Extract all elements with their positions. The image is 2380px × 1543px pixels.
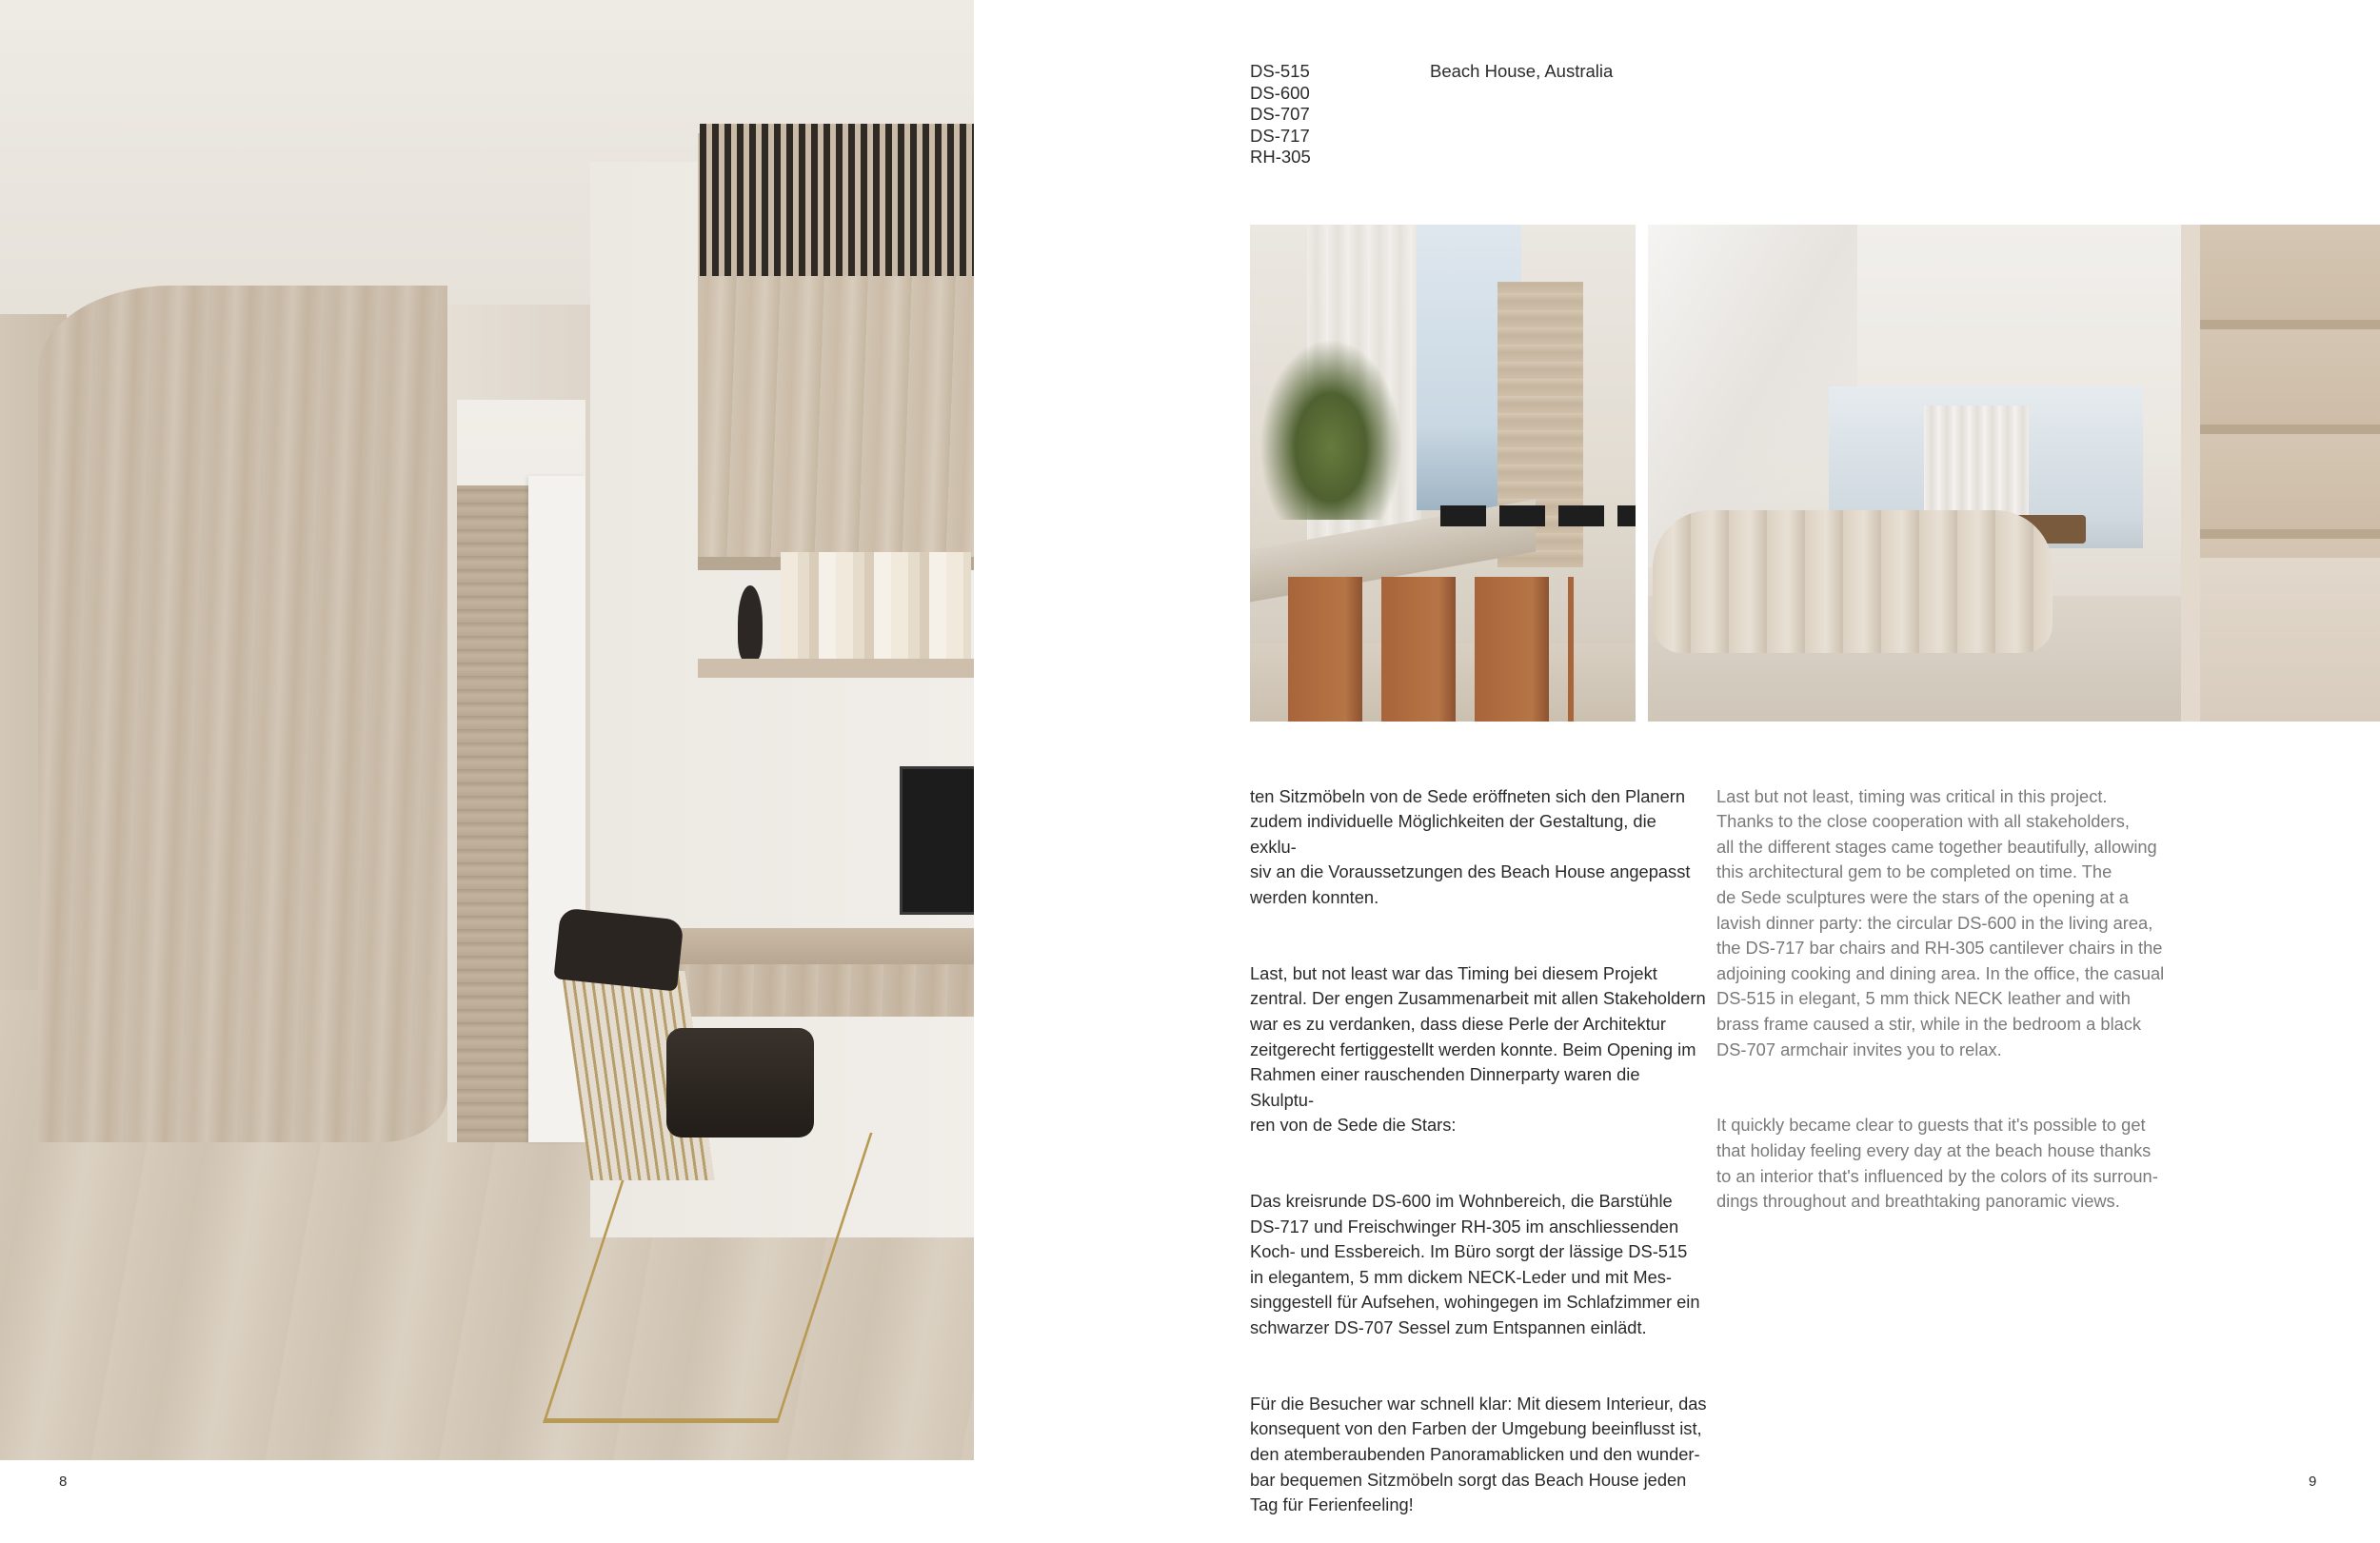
project-location: Beach House, Australia [1430, 61, 1614, 81]
photo-travertine-wall [457, 485, 533, 1142]
photo-sculpture [738, 585, 763, 662]
page-number-left: 8 [59, 1474, 68, 1490]
german-paragraph: Für die Besucher war schnell klar: Mit diesem Interieur, das konsequent von den Farben der Umgebung beeinflusst ist, den atemberaubenden Panoramablicken und den wunder- bar bequemen Sitzmöbeln sorgt das Beach House jeden Tag für Ferienfeeling! [1250, 1393, 1707, 1515]
dining-area-photo [1250, 225, 1636, 722]
photo-chair-back [553, 907, 684, 991]
photo-bar-stools [1440, 505, 1636, 526]
model-list [1250, 61, 1311, 168]
german-paragraph: ten Sitzmöbeln von de Sede eröffneten sich den Planern zudem individuelle Möglichkeiten der Gestaltung, die exklu- siv an die Voraussetzungen des Beach House angepasst werden konnten. [1250, 785, 1691, 907]
english-paragraph: It quickly became clear to guests that it's possible to get that holiday feeling every day at the beach house thanks to an interior that's influenced by the colors of its surroun- dings throughout and breathtaking panoramic views. [1716, 1115, 2158, 1212]
page-number-right: 9 [2309, 1474, 2317, 1490]
model-item: RH-305 [1250, 147, 1311, 167]
english-text-column [1716, 759, 2173, 1239]
photo-desk [657, 928, 974, 964]
photo-desk-front [657, 964, 974, 1017]
photo-plant [1259, 339, 1402, 520]
model-item: DS-600 [1250, 82, 1310, 103]
photo-shelf [698, 659, 974, 678]
german-text-column [1250, 759, 1707, 1543]
photo-leather-chairs [1288, 577, 1574, 722]
photo-chair-seat [666, 1028, 814, 1137]
photo-curved-wood-wall [38, 286, 447, 1142]
photo-vent-slats [700, 124, 974, 276]
photo-books [781, 552, 971, 659]
home-office-photo [0, 0, 974, 1460]
english-paragraph: Last but not least, timing was critical in this project. Thanks to the close cooperation with all stakeholders, all the different stages came together beautifully, allowing this architectural gem to be completed on time. The de Sede sculptures were the stars of the opening at a lavish dinner party: the circular DS-600 in the living area, the DS-717 bar chairs and RH-305 cantilever chairs in the adjoining cooking and dining area. In the office, the casual DS-515 in elegant, 5 mm thick NECK leather and with brass frame caused a stir, while in the bedroom a black DS-707 armchair invites you to relax. [1716, 785, 2165, 1059]
photo-sideboard [2200, 558, 2380, 722]
photo-monitor [900, 766, 974, 915]
german-paragraph: Last, but not least war das Timing bei diesem Projekt zentral. Der engen Zusammenarbeit mit allen Stakeholdern war es zu verdanken, dass diese Perle der Architektur zeitgerecht fertiggestellt werden konnte. Beim Opening im Rahmen einer rauschenden Dinnerparty waren die Skulptu- ren von de Sede die Stars: [1250, 962, 1706, 1136]
german-paragraph: Das kreisrunde DS-600 im Wohnbereich, die Barstühle DS-717 und Freischwinger RH-305 im anschliessenden Koch- und Essbereich. Im Büro sorgt der lässige DS-515 in elegantem, 5 mm dickem NECK-Leder und mit Mes- singgestell für Aufsehen, wohingegen im Schlafzimmer ein schwarzer DS-707 Sessel zum Entspannen einlädt. [1250, 1191, 1700, 1338]
living-area-photo [1648, 225, 2380, 722]
photo-circular-sofa [1653, 510, 2053, 653]
model-item: DS-717 [1250, 125, 1310, 146]
model-item: DS-707 [1250, 104, 1310, 124]
model-item: DS-515 [1250, 61, 1310, 81]
